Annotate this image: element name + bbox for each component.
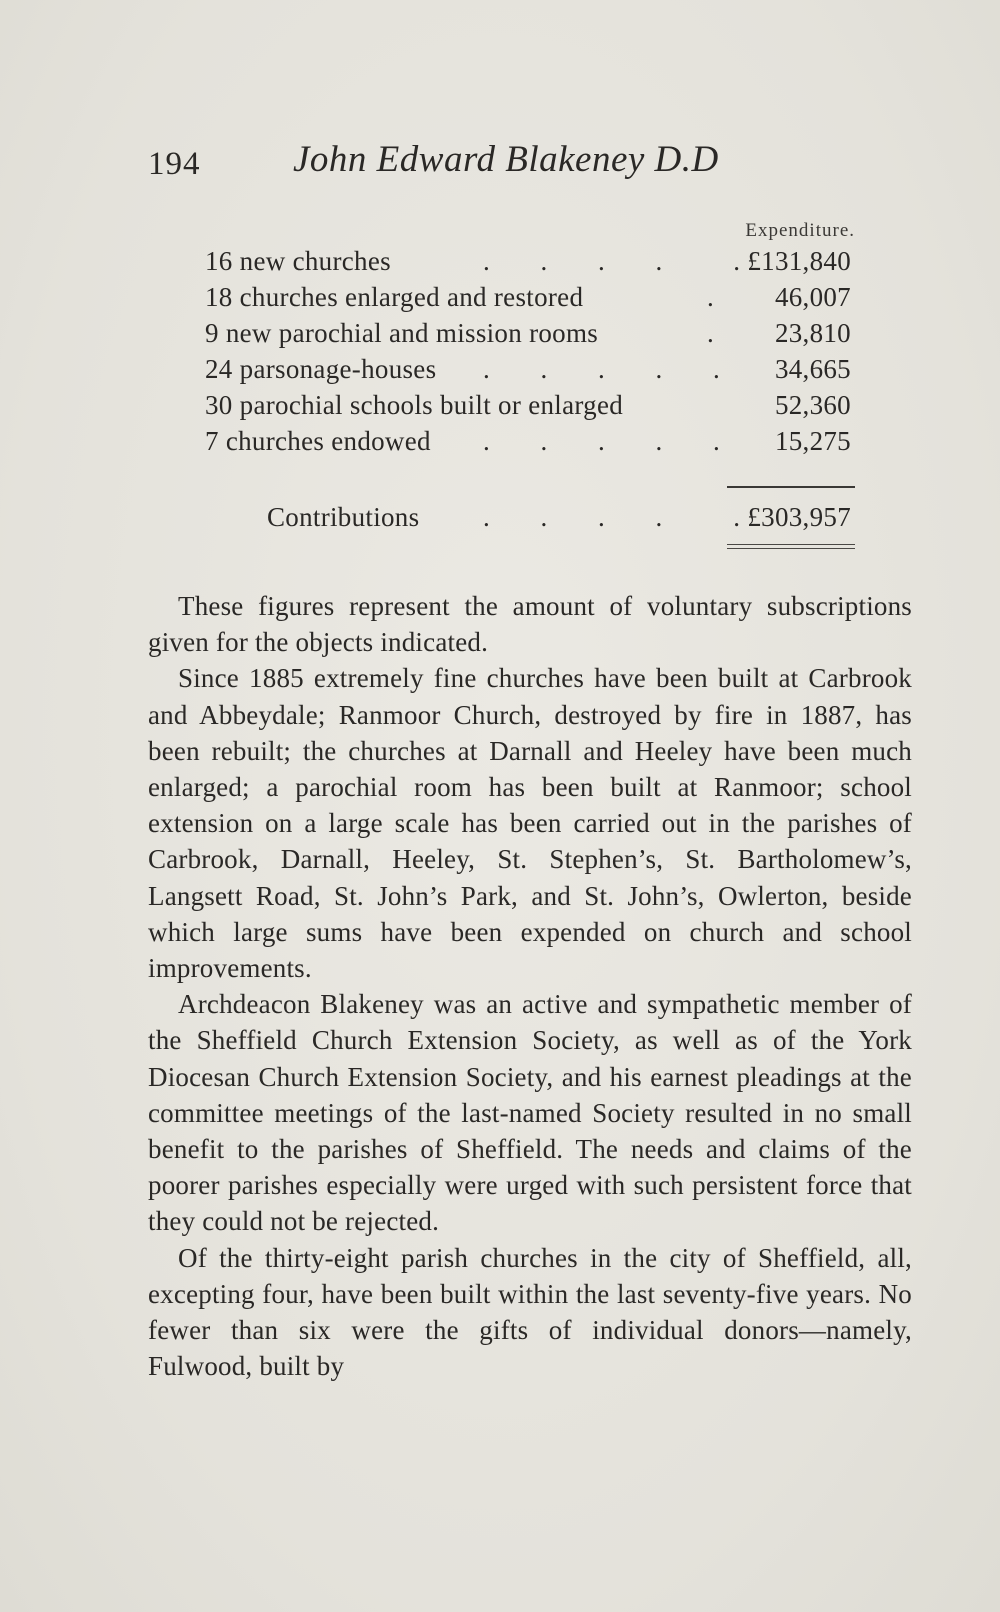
row-amount: 23,810: [774, 318, 851, 348]
row-amount: 52,360: [774, 390, 851, 420]
row-label: 24 parsonage-houses: [205, 354, 437, 384]
row-amount: 46,007: [774, 282, 851, 312]
total-double-rule: [727, 544, 855, 549]
page-number: 194: [148, 146, 201, 182]
running-title: John Edward Blakeney D.D: [293, 139, 719, 180]
row-label: 16 new churches: [205, 246, 391, 276]
page-header: [148, 138, 788, 198]
table-row: [205, 318, 855, 354]
row-label: 7 churches endowed: [205, 426, 431, 456]
table-row: [205, 426, 855, 462]
row-leaders: .: [707, 318, 736, 348]
paragraph: These figures represent the amount of voluntary subscriptions given for the objects indicated.: [148, 591, 912, 658]
row-amount: . £131,840: [733, 246, 851, 276]
paragraph: Archdeacon Blakeney was an active and sympathetic member of the Sheffield Church Extension Society, as well as of the York Diocesan Church Extension Society, and his earnest pleadings at the committee meetings of the last-named Society resulted in no small benefit to the parishes of Sheffield. The needs and claims of the poorer parishes especially were urged with such persistent force that they could not be rejected.: [148, 989, 912, 1237]
total-rule: [727, 486, 855, 488]
paragraph: Since 1885 extremely fine churches have been built at Carbrook and Abbeydale; Ranmoor Church, destroyed by fire in 1887, has been rebuilt; the churches at Darnall and Heeley have been much enlarged; a parochial room has been built at Ranmoor; school extension on a large scale has been carried out in the parishes of Carbrook, Darnall, Heeley, St. Stephen’s, St. Bartholomew’s, Langsett Road, St. John’s Park, and St. John’s, Owlerton, beside which large sums have been expended on church and school improvements.: [148, 663, 912, 984]
row-amount: 15,275: [774, 426, 851, 456]
row-label: 9 new parochial and mission rooms: [205, 318, 599, 348]
table-row: [205, 354, 855, 390]
table-row: [205, 390, 855, 426]
row-leaders: . . . .: [483, 246, 685, 276]
body-text: [148, 588, 912, 1384]
column-heading: Expenditure.: [745, 220, 855, 241]
total-label: Contributions: [267, 502, 420, 532]
row-label: 18 churches enlarged and restored: [205, 282, 584, 312]
table-row: [205, 282, 855, 318]
row-leaders: . . . . .: [483, 426, 742, 456]
row-leaders: . . . . .: [483, 354, 742, 384]
total-amount: . £303,957: [733, 502, 851, 532]
row-label: 30 parochial schools built or enlarged: [205, 390, 624, 420]
total-leaders: . . . .: [483, 502, 685, 532]
row-leaders: .: [707, 282, 736, 312]
total-row: [205, 502, 855, 538]
row-amount: 34,665: [774, 354, 851, 384]
table-row: [205, 246, 855, 282]
paragraph: Of the thirty-eight parish churches in the city of Sheffield, all, excepting four, have been built within the last seventy-five years. No fewer than six were the gifts of individual donors—namely, Fulwood, built by: [148, 1242, 912, 1382]
